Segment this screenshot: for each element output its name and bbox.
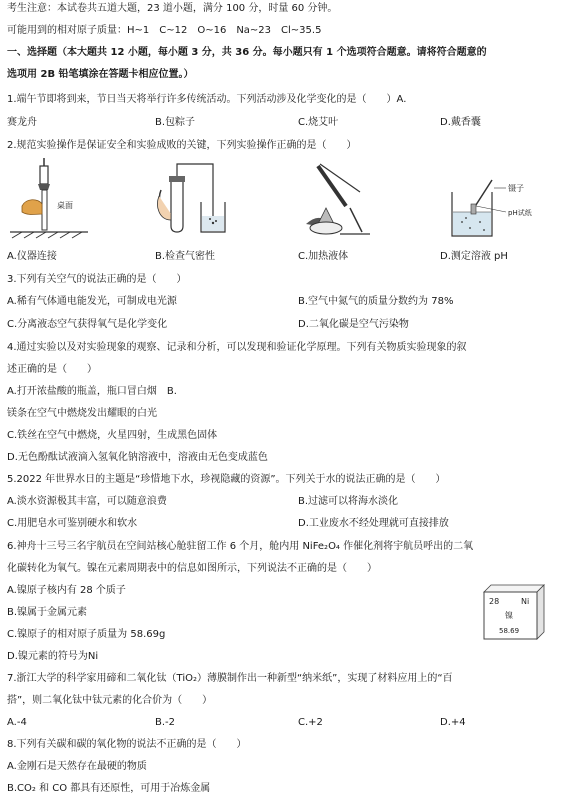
- fig-label-tweezers: 镊子: [508, 184, 524, 193]
- q1-stem: 1.端午节即将到来，节日当天将举行许多传统活动。下列活动涉及化学变化的是（ ）A.: [7, 94, 407, 105]
- fig-airtightness-check: [153, 160, 233, 242]
- q8-option-b: B.CO₂ 和 CO 都具有还原性，可用于冶炼金属: [7, 783, 211, 794]
- q6-option-a: A.镍原子核内有 28 个质子: [7, 585, 126, 596]
- element-mass: 58.69: [499, 627, 520, 635]
- q3-stem: 3.下列有关空气的说法正确的是（ ）: [7, 274, 187, 285]
- q1-option-a: 赛龙舟: [7, 117, 37, 128]
- q4-stem-line2: 述正确的是（ ）: [7, 364, 97, 375]
- q7-option-c: C.+2: [298, 717, 323, 728]
- fig-label-desk: 桌面: [57, 201, 73, 210]
- fig-label-ph-paper: pH试纸: [508, 209, 532, 217]
- q7-option-b: B.-2: [155, 717, 176, 728]
- q5-option-c: C.用肥皂水可鉴别硬水和软水: [7, 518, 138, 529]
- q6-option-c: C.镍原子的相对原子质量为 58.69g: [7, 629, 166, 640]
- q6-stem-line1: 6.神舟十三号三名宇航员在空间站核心舱驻留工作 6 个月，舱内用 NiFe₂O₄ 作催化剂将宇航员呼出的二氧: [7, 541, 474, 552]
- q7-stem-line1: 7.浙江大学的科学家用碲和二氧化钛（TiO₂）薄膜制作出一种新型“纳米纸”，实现了材料应用上的“百: [7, 673, 453, 684]
- q6-option-d: D.镍元素的符号为Ni: [7, 651, 99, 662]
- element-symbol: Ni: [521, 597, 530, 606]
- q4-stem-line1: 4.通过实验以及对实验现象的观察、记录和分析，可以发现和验证化学原理。下列有关物质实验现象的叙: [7, 342, 467, 353]
- q2-stem: 2.规范实验操作是保证安全和实验成败的关键，下列实验操作正确的是（ ）: [7, 140, 357, 151]
- q2-option-c: C.加热液体: [298, 251, 349, 262]
- q7-option-d: D.+4: [440, 717, 466, 728]
- q5-option-b: B.过滤可以将海水淡化: [298, 496, 399, 507]
- q1-option-c: C.烧艾叶: [298, 117, 339, 128]
- element-atomic-number: 28: [489, 597, 500, 606]
- q3-option-a: A.稀有气体通电能发光，可制成电光源: [7, 296, 177, 307]
- element-name: 镍: [505, 611, 513, 620]
- q4-option-a: A.打开浓盐酸的瓶盖，瓶口冒白烟 B.: [7, 386, 177, 397]
- fig-instrument-connection: [10, 158, 90, 240]
- q8-option-a: A.金刚石是天然存在最硬的物质: [7, 761, 147, 772]
- q5-option-d: D.工业废水不经处理就可直接排放: [298, 518, 449, 529]
- q7-option-a: A.-4: [7, 717, 27, 728]
- fig-heating-liquid: [296, 162, 376, 242]
- q6-option-b: B.镍属于金属元素: [7, 607, 88, 618]
- q5-option-a: A.淡水资源极其丰富，可以随意浪费: [7, 496, 167, 507]
- section1-heading: 一、选择题（本大题共 12 小题，每小题 3 分，共 36 分。每小题只有 1 个选项符合题意。请将符合题意的: [7, 47, 487, 58]
- q6-stem-line2: 化碳转化为氧气。镍在元素周期表中的信息如图所示，下列说法不正确的是（ ）: [7, 563, 377, 574]
- q2-option-a: A.仪器连接: [7, 251, 57, 262]
- element-cell-nickel: [483, 584, 545, 640]
- q4-option-c: C.铁丝在空气中燃烧，火星四射，生成黑色固体: [7, 430, 218, 441]
- q1-option-d: D.戴香囊: [440, 117, 481, 128]
- q2-option-d: D.测定溶液 pH: [440, 251, 508, 262]
- q4-option-b: 镁条在空气中燃烧发出耀眼的白光: [7, 408, 157, 419]
- q3-option-b: B.空气中氮气的质量分数约为 78%: [298, 296, 454, 307]
- fig-measure-ph: [440, 178, 550, 242]
- q5-stem: 5.2022 年世界水日的主题是“珍惜地下水，珍视隐藏的资源”。下列关于水的说法正确的是（ ）: [7, 474, 446, 485]
- q2-option-b: B.检查气密性: [155, 251, 216, 262]
- q3-option-c: C.分离液态空气获得氧气是化学变化: [7, 319, 168, 330]
- exam-notice: 考生注意：本试卷共五道大题，23 道小题，满分 100 分，时量 60 分钟。: [7, 3, 338, 14]
- q4-option-d: D.无色酚酞试液滴入氢氧化钠溶液中，溶液由无色变成蓝色: [7, 452, 268, 463]
- atomic-masses: 可能用到的相对原子质量：H~1 C~12 O~16 Na~23 Cl~35.5: [7, 25, 322, 36]
- q7-stem-line2: 搭”，则二氧化钛中钛元素的化合价为（ ）: [7, 695, 213, 706]
- section1-instructions: 选项用 2B 铅笔填涂在答题卡相应位置。）: [7, 69, 194, 80]
- q3-option-d: D.二氧化碳是空气污染物: [298, 319, 409, 330]
- q1-option-b: B.包粽子: [155, 117, 196, 128]
- q8-stem: 8.下列有关碳和碳的氧化物的说法不正确的是（ ）: [7, 739, 247, 750]
